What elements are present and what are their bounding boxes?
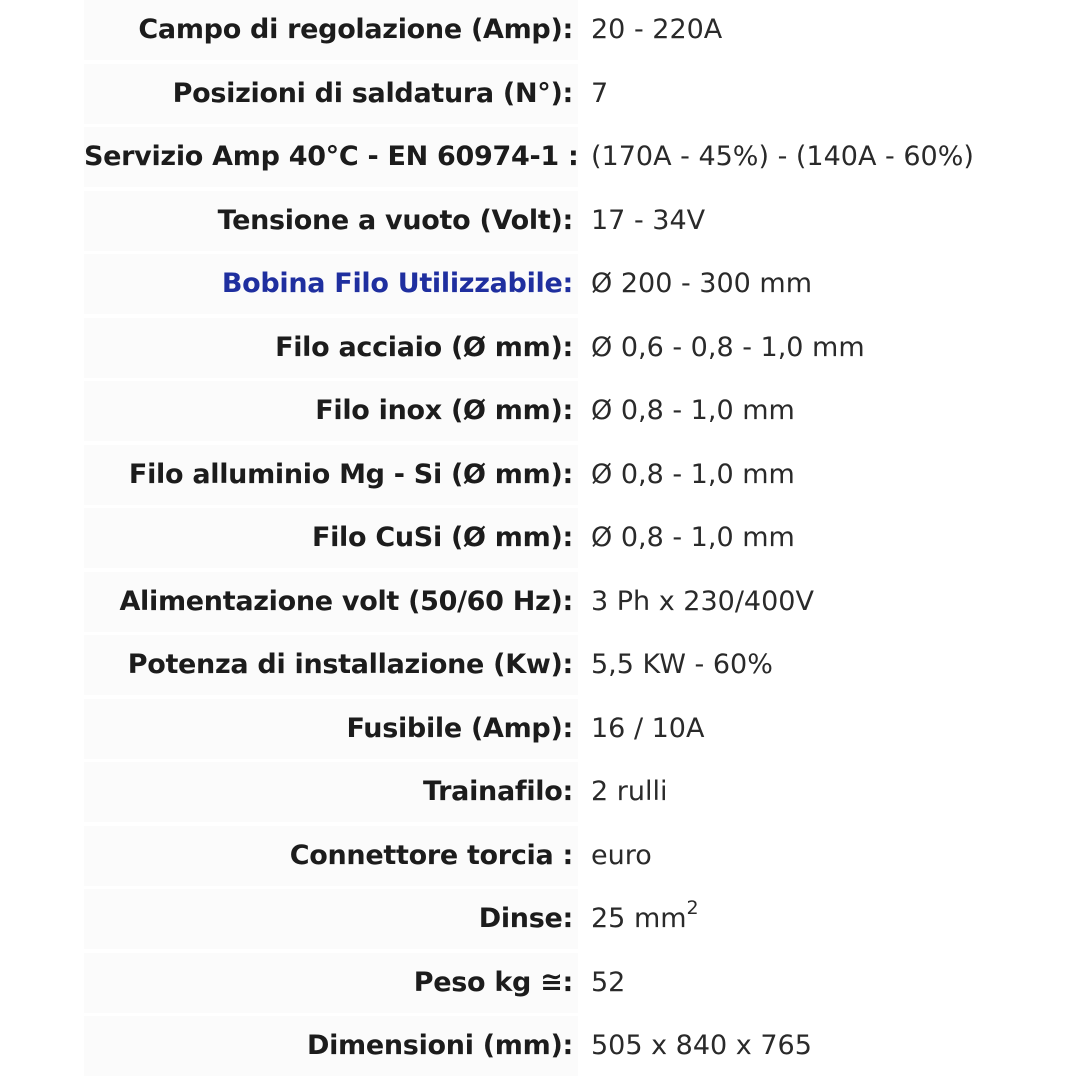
- spec-label: Alimentazione volt (50/60 Hz):: [84, 572, 578, 632]
- spec-value: 20 - 220A: [578, 0, 1080, 60]
- spec-label: Filo CuSi (Ø mm):: [84, 508, 578, 568]
- spec-label: Tensione a vuoto (Volt):: [84, 191, 578, 251]
- spec-row-filo-cusi: [84, 508, 1080, 568]
- spec-value: 7: [578, 64, 1080, 124]
- spec-label: Filo alluminio Mg - Si (Ø mm):: [84, 445, 578, 505]
- spec-value: [578, 889, 1080, 949]
- spec-row-trainafilo: [84, 762, 1080, 822]
- spec-value: Ø 200 - 300 mm: [578, 254, 1080, 314]
- spec-row-connettore-torcia: [84, 826, 1080, 886]
- spec-row-potenza: [84, 635, 1080, 695]
- spec-label: Connettore torcia :: [84, 826, 578, 886]
- spec-row-tensione-vuoto: [84, 191, 1080, 251]
- spec-label: Potenza di installazione (Kw):: [84, 635, 578, 695]
- spec-row-campo-regolazione: [84, 0, 1080, 60]
- spec-row-dinse: [84, 889, 1080, 949]
- spec-value: Ø 0,8 - 1,0 mm: [578, 445, 1080, 505]
- superscript: 2: [686, 897, 699, 919]
- spec-row-servizio-amp: [84, 127, 1080, 187]
- spec-row-bobina-filo: [84, 254, 1080, 314]
- spec-value: 2 rulli: [578, 762, 1080, 822]
- spec-value: (170A - 45%) - (140A - 60%): [578, 127, 1080, 187]
- bobina-filo-link[interactable]: Bobina Filo Utilizzabile:: [84, 254, 578, 314]
- spec-value: 5,5 KW - 60%: [578, 635, 1080, 695]
- spec-value: 17 - 34V: [578, 191, 1080, 251]
- spec-row-dimensioni: [84, 1016, 1080, 1076]
- spec-label: Trainafilo:: [84, 762, 578, 822]
- spec-value: 3 Ph x 230/400V: [578, 572, 1080, 632]
- spec-value: 505 x 840 x 765: [578, 1016, 1080, 1076]
- spec-row-filo-inox: [84, 381, 1080, 441]
- spec-row-posizioni-saldatura: [84, 64, 1080, 124]
- spec-value: Ø 0,8 - 1,0 mm: [578, 508, 1080, 568]
- spec-label: Filo inox (Ø mm):: [84, 381, 578, 441]
- spec-value: Ø 0,6 - 0,8 - 1,0 mm: [578, 318, 1080, 378]
- spec-row-filo-acciaio: [84, 318, 1080, 378]
- spec-row-fusibile: [84, 699, 1080, 759]
- spec-label: Filo acciaio (Ø mm):: [84, 318, 578, 378]
- spec-value: Ø 0,8 - 1,0 mm: [578, 381, 1080, 441]
- spec-label: Campo di regolazione (Amp):: [84, 0, 578, 60]
- spec-label: Fusibile (Amp):: [84, 699, 578, 759]
- spec-value-text: 25 mm: [591, 903, 687, 934]
- spec-label: Dinse:: [84, 889, 578, 949]
- spec-value: 52: [578, 953, 1080, 1013]
- spec-label: Servizio Amp 40°C - EN 60974-1 :: [84, 127, 578, 187]
- spec-row-filo-alluminio: [84, 445, 1080, 505]
- spec-label: Posizioni di saldatura (N°):: [84, 64, 578, 124]
- spec-label: Dimensioni (mm):: [84, 1016, 578, 1076]
- spec-row-peso: [84, 953, 1080, 1013]
- spec-table: [84, 0, 1080, 1080]
- spec-label: Peso kg ≅:: [84, 953, 578, 1013]
- spec-row-alimentazione: [84, 572, 1080, 632]
- spec-value: euro: [578, 826, 1080, 886]
- spec-value: 16 / 10A: [578, 699, 1080, 759]
